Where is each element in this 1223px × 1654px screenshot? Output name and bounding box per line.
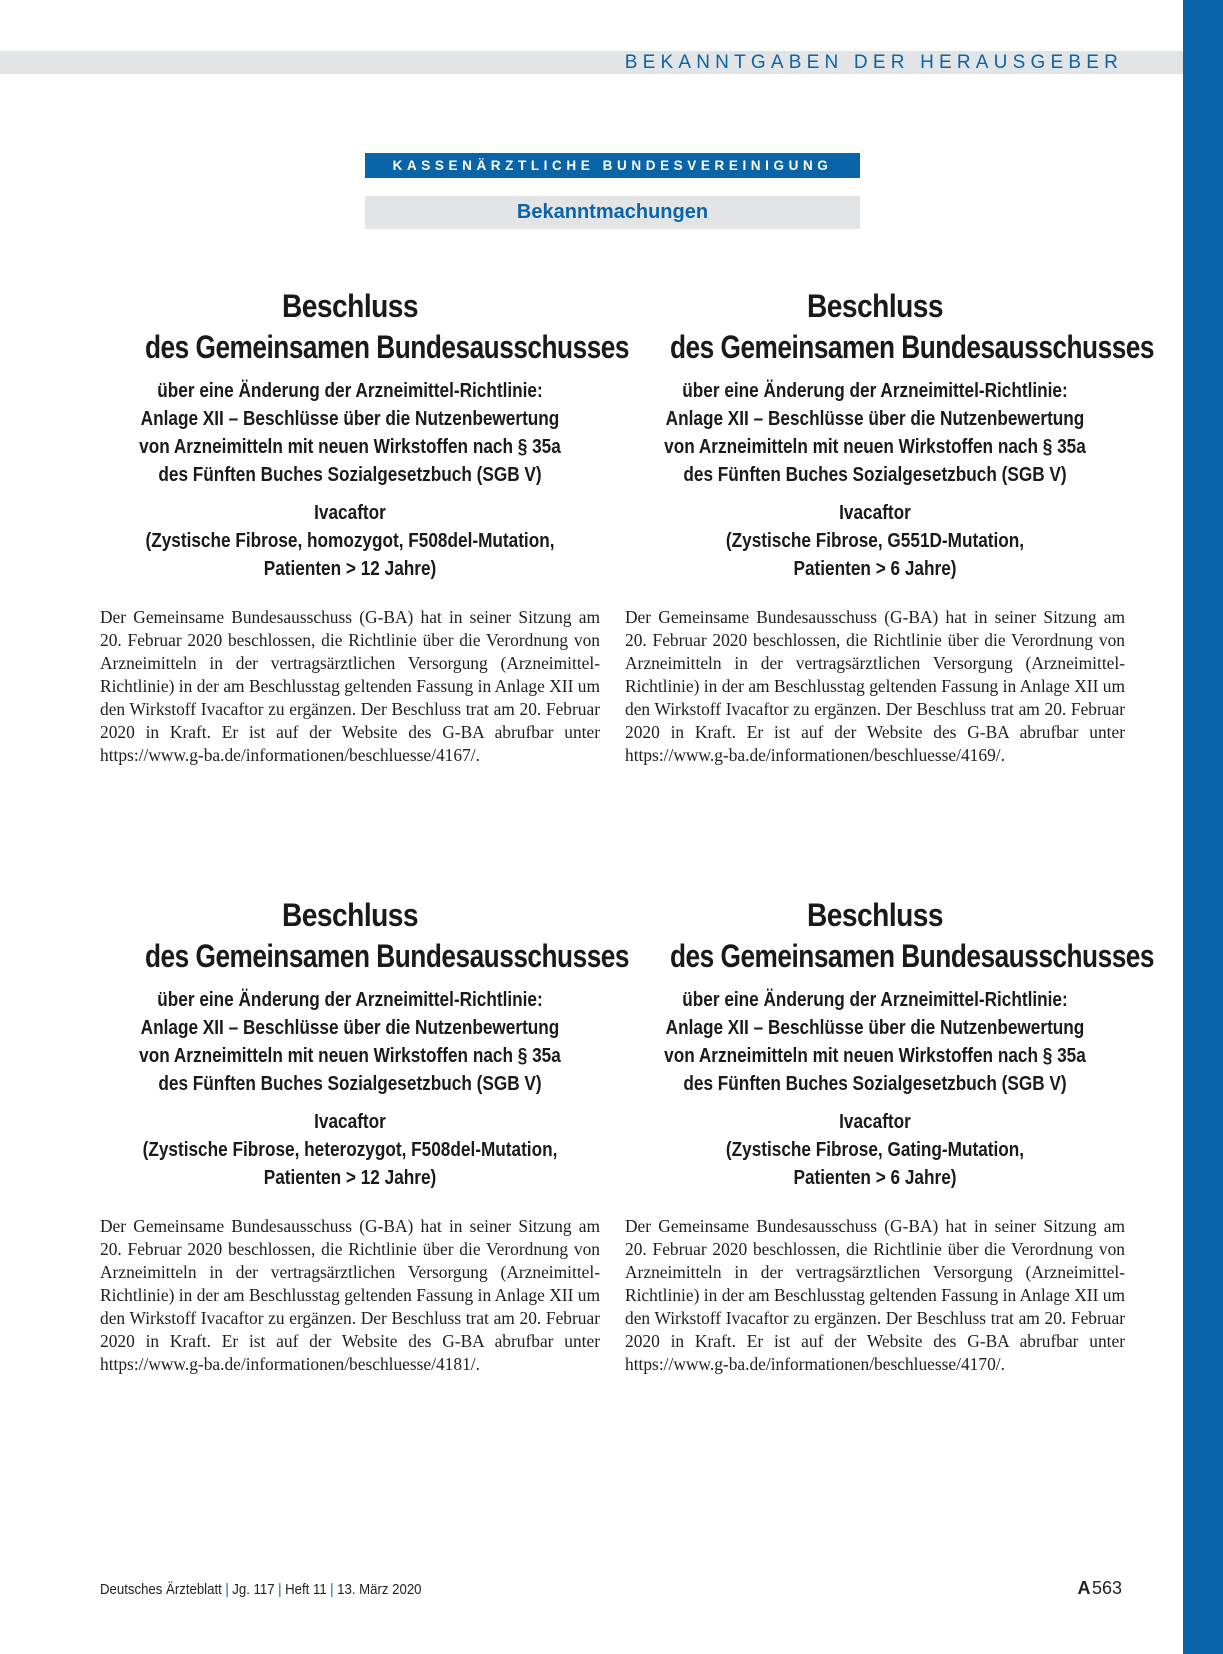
- article-subtitle: über eine Änderung der Arzneimittel-Richtlinie: Anlage XII – Beschlüsse über die Nutzenbewertung von Arzneimitteln mit neuen Wirkstoffen nach § 35a des Fünften Buches Sozialgesetzbuch (SGB V): [664, 989, 1086, 1095]
- article-title: [100, 895, 630, 977]
- article-body: Der Gemeinsame Bundesausschuss (G-BA) hat in seiner Sitzung am 20. Februar 2020 beschlossen, die Richtlinie über die Verordnung von Arzneimitteln in der vertragsärztlichen Versorgung (Arzneimittel-Richtlinie) in der am Beschlusstag geltenden Fassung in Anlage XII um den Wirkstoff Ivacaftor zu ergänzen. Der Beschluss trat am 20. Februar 2020 in Kraft. Er ist auf der Website des G-BA abrufbar unter https://www.g-ba.de/informationen/beschluesse/4181/.: [100, 1216, 600, 1374]
- article-title-line1: Beschluss: [281, 288, 419, 324]
- article-title: [625, 895, 1155, 977]
- organization-banner: KASSENÄRZTLICHE BUNDESVEREINIGUNG: [365, 153, 860, 178]
- right-edge-bar: [1183, 0, 1223, 1654]
- article-title: [100, 286, 630, 368]
- footer-volume: Jg. 117: [232, 1581, 275, 1598]
- article-title-line2: des Gemeinsamen Bundesausschusses: [145, 938, 630, 974]
- footer-date: 13. März 2020: [337, 1581, 422, 1598]
- article-title-line2: des Gemeinsamen Bundesausschusses: [145, 329, 630, 365]
- article-subtitle: über eine Änderung der Arzneimittel-Richtlinie: Anlage XII – Beschlüsse über die Nutzenbewertung von Arzneimitteln mit neuen Wirkstoffen nach § 35a des Fünften Buches Sozialgesetzbuch (SGB V): [664, 380, 1086, 486]
- article-title-line2: des Gemeinsamen Bundesausschusses: [670, 938, 1155, 974]
- article-title-line1: Beschluss: [806, 288, 944, 324]
- article-drug: Ivacaftor (Zystische Fibrose, Gating-Mutation, Patienten > 6 Jahre): [725, 1111, 1025, 1189]
- article-2: [625, 286, 1155, 767]
- footer-publication: Deutsches Ärzteblatt: [100, 1581, 222, 1598]
- article-title-line2: des Gemeinsamen Bundesausschusses: [670, 329, 1155, 365]
- page-number-value: 563: [1091, 1578, 1122, 1598]
- footer-separator: |: [330, 1581, 334, 1598]
- article-body: Der Gemeinsame Bundesausschuss (G-BA) hat in seiner Sitzung am 20. Februar 2020 beschlossen, die Richtlinie über die Verordnung von Arzneimitteln in der vertragsärztlichen Versorgung (Arzneimittel-Richtlinie) in der am Beschlusstag geltenden Fassung in Anlage XII um den Wirkstoff Ivacaftor zu ergänzen. Der Beschluss trat am 20. Februar 2020 in Kraft. Er ist auf der Website des G-BA abrufbar unter https://www.g-ba.de/informationen/beschluesse/4170/.: [625, 1216, 1125, 1374]
- article-title-line1: Beschluss: [281, 897, 419, 933]
- article-3: [100, 895, 630, 1376]
- article-drug: Ivacaftor (Zystische Fibrose, homozygot, F508del-Mutation, Patienten > 12 Jahre): [145, 502, 555, 580]
- article-title-line1: Beschluss: [806, 897, 944, 933]
- article-title: [625, 286, 1155, 368]
- article-1: [100, 286, 630, 767]
- category-banner: Bekanntmachungen: [365, 196, 860, 229]
- article-body: Der Gemeinsame Bundesausschuss (G-BA) hat in seiner Sitzung am 20. Februar 2020 beschlossen, die Richtlinie über die Verordnung von Arzneimitteln in der vertragsärztlichen Versorgung (Arzneimittel-Richtlinie) in der am Beschlusstag geltenden Fassung in Anlage XII um den Wirkstoff Ivacaftor zu ergänzen. Der Beschluss trat am 20. Februar 2020 in Kraft. Er ist auf der Website des G-BA abrufbar unter https://www.g-ba.de/informationen/beschluesse/4167/.: [100, 607, 600, 765]
- article-subtitle: über eine Änderung der Arzneimittel-Richtlinie: Anlage XII – Beschlüsse über die Nutzenbewertung von Arzneimitteln mit neuen Wirkstoffen nach § 35a des Fünften Buches Sozialgesetzbuch (SGB V): [139, 380, 561, 486]
- footer-separator: |: [225, 1581, 229, 1598]
- article-subtitle: über eine Änderung der Arzneimittel-Richtlinie: Anlage XII – Beschlüsse über die Nutzenbewertung von Arzneimitteln mit neuen Wirkstoffen nach § 35a des Fünften Buches Sozialgesetzbuch (SGB V): [139, 989, 561, 1095]
- page-number: [1077, 1578, 1122, 1599]
- section-label: BEKANNTGABEN DER HERAUSGEBER: [624, 52, 1123, 73]
- article-drug: Ivacaftor (Zystische Fibrose, G551D-Mutation, Patienten > 6 Jahre): [725, 502, 1025, 580]
- footer-issue: Heft 11: [285, 1581, 327, 1598]
- article-body: Der Gemeinsame Bundesausschuss (G-BA) hat in seiner Sitzung am 20. Februar 2020 beschlossen, die Richtlinie über die Verordnung von Arzneimitteln in der vertragsärztlichen Versorgung (Arzneimittel-Richtlinie) in der am Beschlusstag geltenden Fassung in Anlage XII um den Wirkstoff Ivacaftor zu ergänzen. Der Beschluss trat am 20. Februar 2020 in Kraft. Er ist auf der Website des G-BA abrufbar unter https://www.g-ba.de/informationen/beschluesse/4169/.: [625, 607, 1125, 765]
- page-footer: [100, 1581, 422, 1598]
- page-prefix: A: [1077, 1578, 1091, 1598]
- section-header-band: [0, 51, 1183, 74]
- footer-separator: |: [278, 1581, 282, 1598]
- article-drug: Ivacaftor (Zystische Fibrose, heterozygot, F508del-Mutation, Patienten > 12 Jahre): [142, 1111, 558, 1189]
- article-4: [625, 895, 1155, 1376]
